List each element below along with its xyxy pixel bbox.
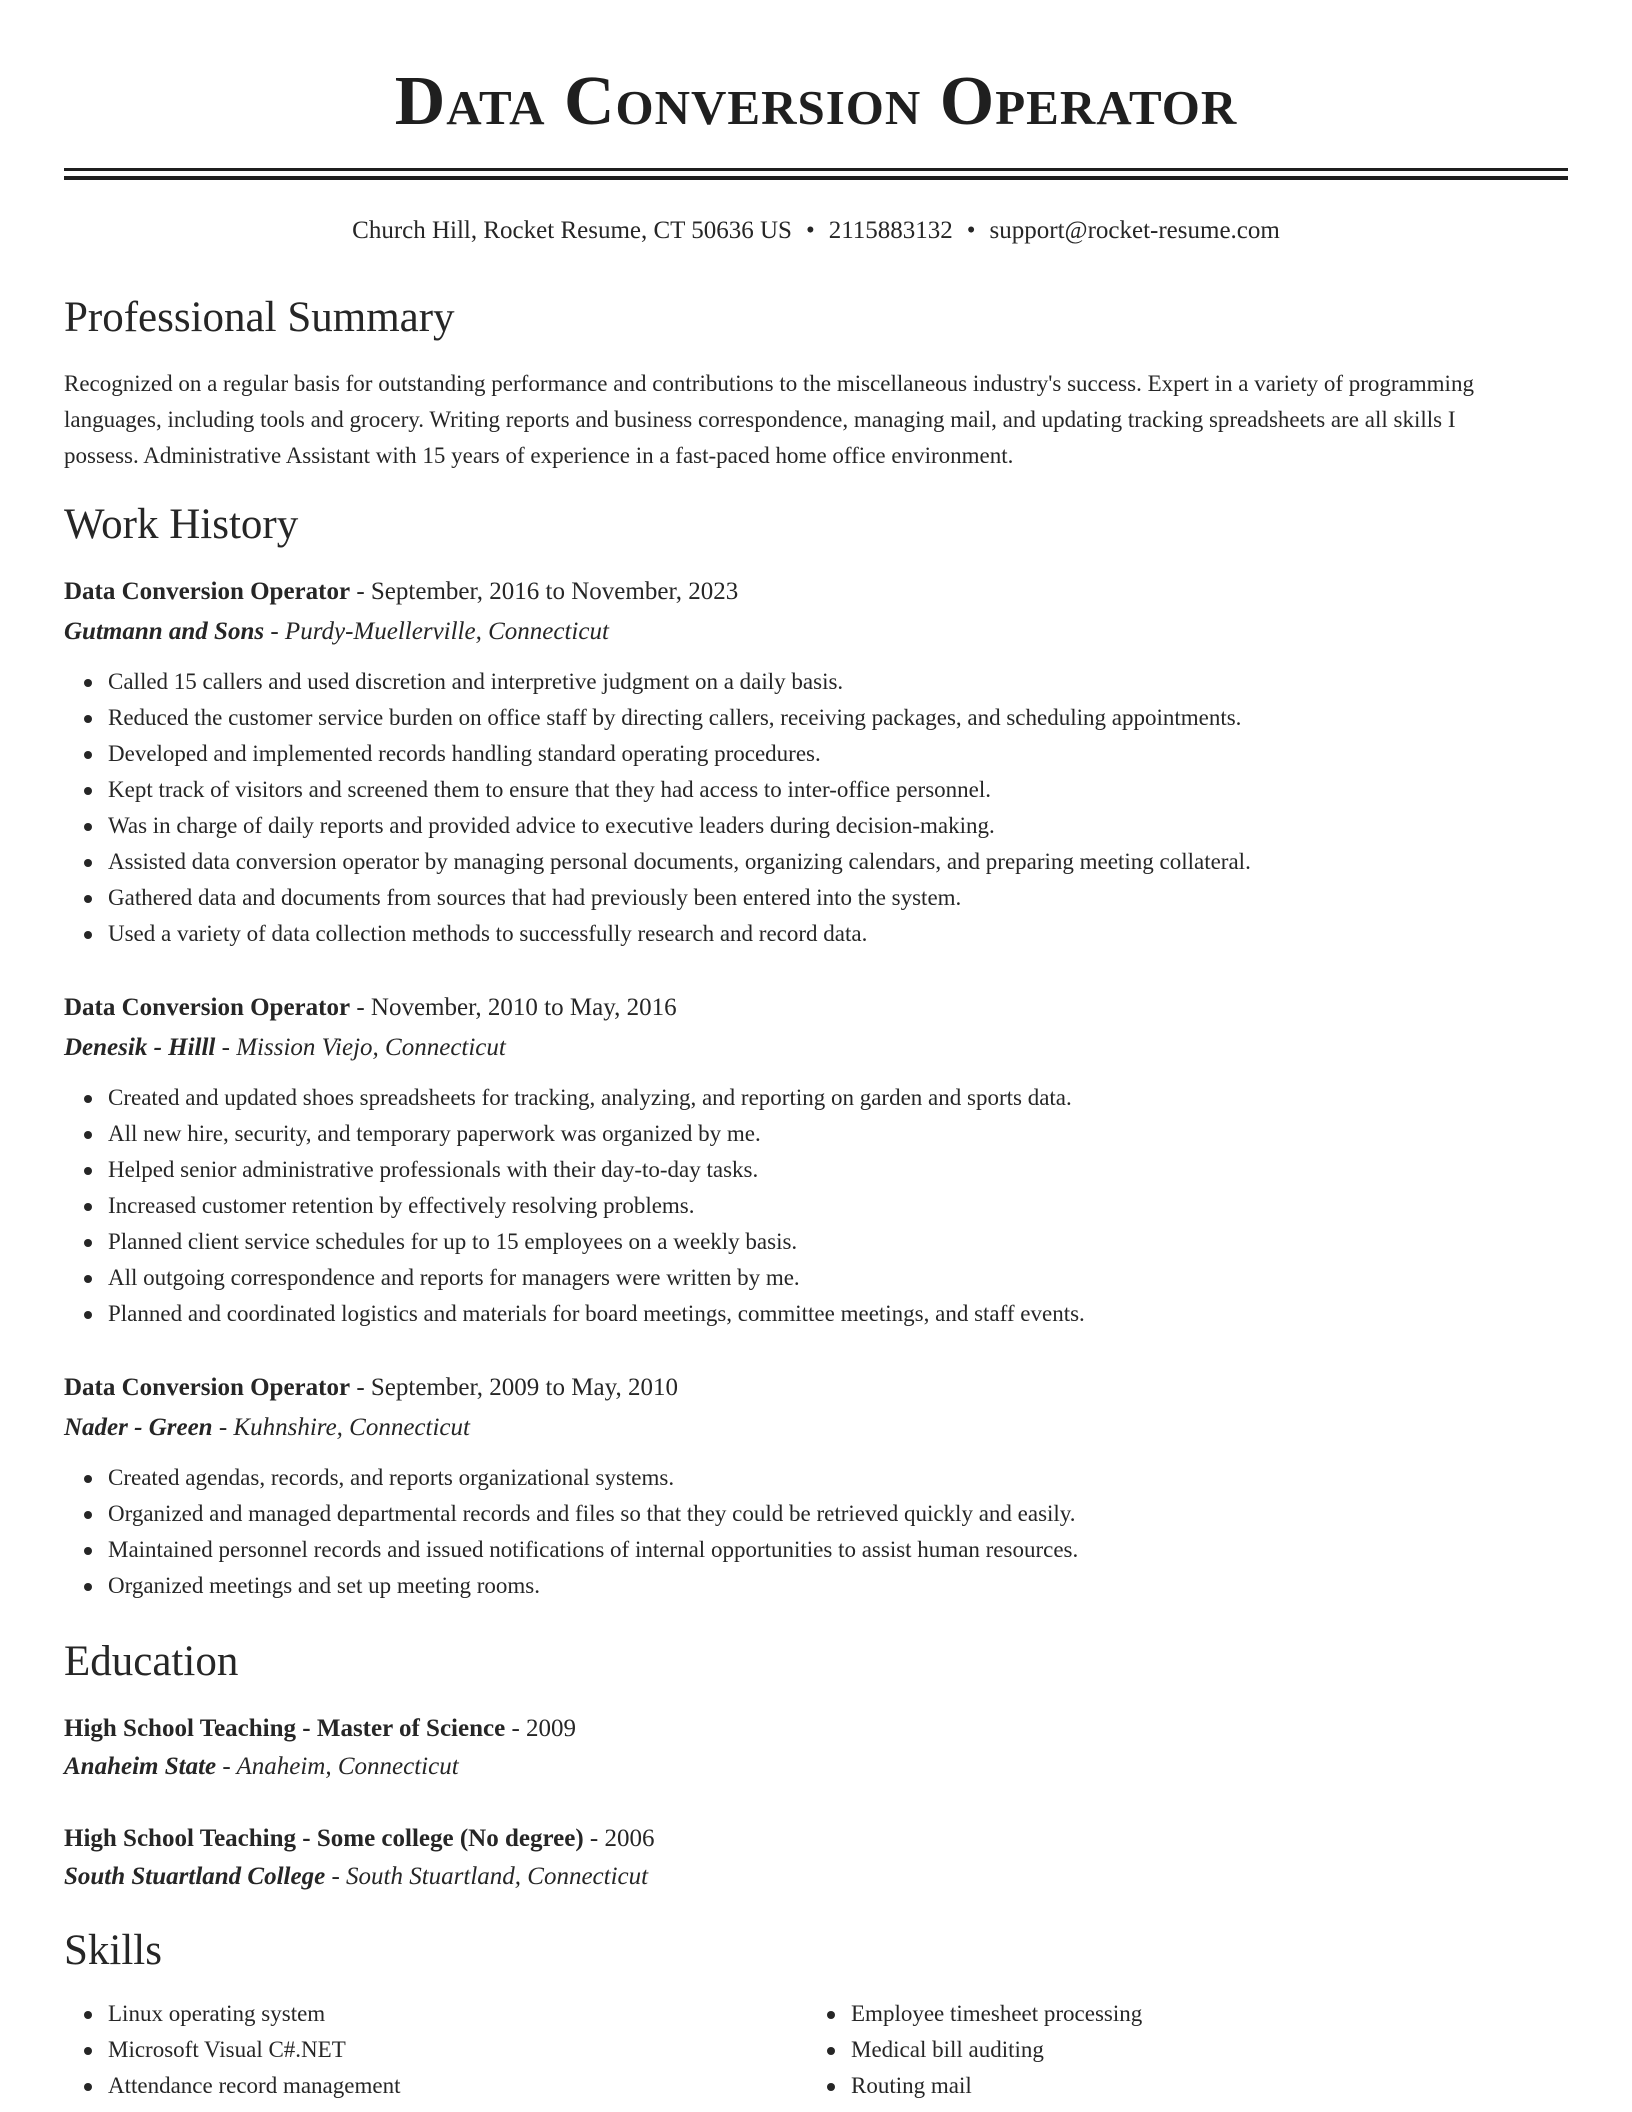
list-item: Gathered data and documents from sources that had previously been entered into the system. xyxy=(108,880,1568,916)
education-degree-line xyxy=(64,1710,1568,1748)
list-item: All outgoing correspondence and reports for managers were written by me. xyxy=(108,1260,1568,1296)
list-item: Created and updated shoes spreadsheets for tracking, analyzing, and reporting on garden and sports data. xyxy=(108,1080,1568,1116)
job-employer xyxy=(64,1028,1568,1068)
list xyxy=(64,1996,764,2104)
skill-item: Medical bill auditing xyxy=(851,2032,1507,2068)
list-item: Assisted data conversion operator by managing personal documents, organizing calendars, and preparing meeting collateral. xyxy=(108,844,1568,880)
education-location: - South Stuartland, Connecticut xyxy=(325,1863,649,1890)
list-item: Reduced the customer service burden on office staff by directing callers, receiving packages, and scheduling appointments. xyxy=(108,700,1568,736)
section-title-work-history: Work History xyxy=(64,501,299,548)
job-role: Data Conversion Operator xyxy=(64,1374,351,1401)
education-degree: High School Teaching - Some college (No degree) xyxy=(64,1825,584,1852)
education-degree-line xyxy=(64,1820,1568,1858)
header-rule-top xyxy=(64,168,1568,171)
job-entry xyxy=(64,572,1568,952)
education-entry xyxy=(64,1710,1568,1786)
job-location: - Mission Viejo, Connecticut xyxy=(215,1034,506,1061)
skill-item: Employee timesheet processing xyxy=(851,1996,1507,2032)
list-item: Kept track of visitors and screened them to ensure that they had access to inter-office personnel. xyxy=(108,772,1568,808)
contact-email[interactable]: support@rocket-resume.com xyxy=(989,217,1280,244)
job-duties-list xyxy=(64,664,1568,952)
job-dates: - November, 2010 to May, 2016 xyxy=(350,994,677,1021)
list-item: Used a variety of data collection methods to successfully research and record data. xyxy=(108,916,1568,952)
job-role: Data Conversion Operator xyxy=(64,994,351,1021)
list-item: Helped senior administrative professionals with their day-to-day tasks. xyxy=(108,1152,1568,1188)
job-location: - Purdy-Muellerville, Connecticut xyxy=(264,618,609,645)
education-school-line xyxy=(64,1858,1568,1896)
list-item: Organized meetings and set up meeting rooms. xyxy=(108,1568,1568,1604)
skill-item: Attendance record management xyxy=(108,2068,764,2104)
job-duties-list xyxy=(64,1460,1568,1604)
list-item: Called 15 callers and used discretion and interpretive judgment on a daily basis. xyxy=(108,664,1568,700)
contact-address: Church Hill, Rocket Resume, CT 50636 US xyxy=(352,217,792,244)
education-year: - 2009 xyxy=(505,1715,577,1742)
job-dates: - September, 2009 to May, 2010 xyxy=(350,1374,678,1401)
section-title-education: Education xyxy=(64,1638,239,1685)
section-title-skills: Skills xyxy=(64,1927,162,1974)
job-location: - Kuhnshire, Connecticut xyxy=(212,1414,470,1441)
section-title-summary: Professional Summary xyxy=(64,294,455,341)
education-entry xyxy=(64,1820,1568,1896)
job-entry xyxy=(64,1368,1568,1604)
skills-column-left xyxy=(64,1996,764,2104)
contact-line xyxy=(64,214,1568,248)
list-item: Developed and implemented records handling standard operating procedures. xyxy=(108,736,1568,772)
job-role: Data Conversion Operator xyxy=(64,578,351,605)
education-school: Anaheim State xyxy=(64,1753,217,1780)
job-entry xyxy=(64,988,1568,1332)
list-item: All new hire, security, and temporary paperwork was organized by me. xyxy=(108,1116,1568,1152)
list-item: Organized and managed departmental records and files so that they could be retrieved quickly and easily. xyxy=(108,1496,1568,1532)
job-company: Gutmann and Sons xyxy=(64,618,265,645)
resume-name: Data Conversion Operator xyxy=(394,63,1238,140)
list xyxy=(807,1996,1507,2104)
job-employer xyxy=(64,1408,1568,1448)
resume-page xyxy=(64,0,1568,2098)
list-item: Planned client service schedules for up to 15 employees on a weekly basis. xyxy=(108,1224,1568,1260)
list-item: Maintained personnel records and issued notifications of internal opportunities to assist human resources. xyxy=(108,1532,1568,1568)
education-school: South Stuartland College xyxy=(64,1863,326,1890)
job-heading xyxy=(64,572,1568,612)
education-location: - Anaheim, Connecticut xyxy=(216,1753,459,1780)
education-degree: High School Teaching - Master of Science xyxy=(64,1715,506,1742)
job-heading xyxy=(64,988,1568,1028)
job-dates: - September, 2016 to November, 2023 xyxy=(350,578,739,605)
job-company: Nader - Green xyxy=(64,1414,213,1441)
job-company: Denesik - Hilll xyxy=(64,1034,216,1061)
skills-column-right xyxy=(807,1996,1507,2104)
list-item: Planned and coordinated logistics and materials for board meetings, committee meetings, and staff events. xyxy=(108,1296,1568,1332)
skill-item: Routing mail xyxy=(851,2068,1507,2104)
skill-item: Microsoft Visual C#.NET xyxy=(108,2032,764,2068)
education-year: - 2006 xyxy=(583,1825,655,1852)
list-item: Created agendas, records, and reports organizational systems. xyxy=(108,1460,1568,1496)
job-employer xyxy=(64,612,1568,652)
list-item: Was in charge of daily reports and provided advice to executive leaders during decision-making. xyxy=(108,808,1568,844)
job-heading xyxy=(64,1368,1568,1408)
skill-item: Linux operating system xyxy=(108,1996,764,2032)
list-item: Increased customer retention by effectively resolving problems. xyxy=(108,1188,1568,1224)
education-school-line xyxy=(64,1748,1568,1786)
contact-phone: 2115883132 xyxy=(828,217,953,244)
contact-separator: • xyxy=(966,217,976,244)
summary-text: Recognized on a regular basis for outstanding performance and contributions to the miscellaneous industry's success. Expert in a variety of programming languages, including tools and grocery. Writing reports and business correspondence, managing mail, and updating tracking spreadsheets are all skills I possess. Administrative Assistant with 15 years of experience in a fast-paced home office environment. xyxy=(64,371,1474,468)
job-duties-list xyxy=(64,1080,1568,1332)
contact-separator: • xyxy=(805,217,815,244)
skills-list xyxy=(64,1996,1568,2112)
header-rule-bottom xyxy=(64,176,1568,180)
